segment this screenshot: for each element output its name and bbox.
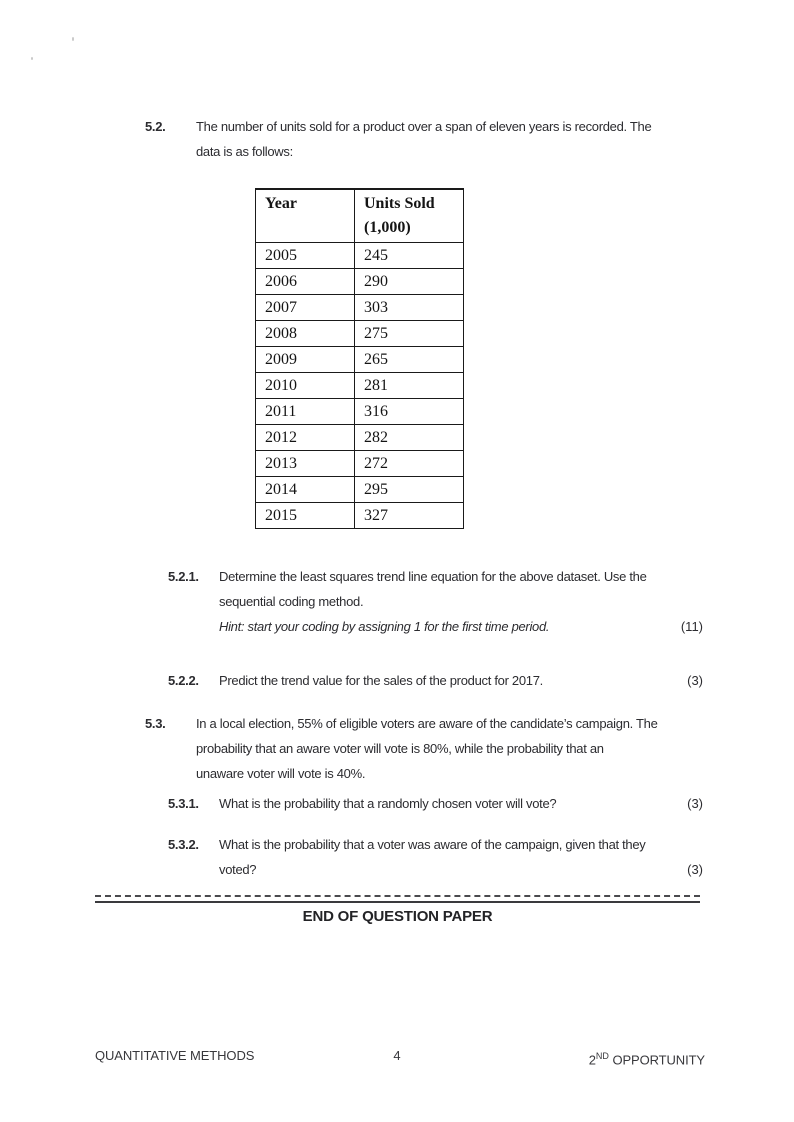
- page-footer: [0, 1046, 794, 1066]
- question-sentence: voted?: [219, 862, 257, 877]
- dashed-rule: [95, 895, 700, 897]
- question-5-2-1: [168, 564, 703, 639]
- text-line: What is the probability that a voter was aware of the campaign, given that they: [219, 837, 646, 852]
- question-sentence: Predict the trend value for the sales of the product for 2017.: [219, 673, 543, 688]
- units-sold-cell: 327: [355, 503, 464, 529]
- table-header: [256, 189, 464, 243]
- question-text: [219, 791, 703, 816]
- question-number: 5.2.: [145, 119, 166, 134]
- question-text: [219, 564, 703, 639]
- question-text: [196, 114, 703, 164]
- question-text: [219, 668, 703, 693]
- question-number: 5.2.2.: [168, 673, 199, 688]
- table-row: [256, 243, 464, 269]
- table-row: [256, 503, 464, 529]
- units-sold-cell: 316: [355, 399, 464, 425]
- text-line: sequential coding method.: [219, 594, 364, 609]
- table-header-row: [256, 189, 464, 243]
- year-cell: 2007: [256, 295, 355, 321]
- page-content: [145, 114, 703, 929]
- table-row: [256, 425, 464, 451]
- text-line: In a local election, 55% of eligible voters are aware of the candidate’s campaign. The: [196, 716, 658, 731]
- year-cell: 2013: [256, 451, 355, 477]
- header-label: Year: [265, 195, 297, 212]
- question-number: 5.3.1.: [168, 796, 199, 811]
- table-row: [256, 295, 464, 321]
- text-line: [219, 791, 703, 816]
- year-cell: 2012: [256, 425, 355, 451]
- question-5-3-2: [168, 832, 703, 882]
- text-line: [219, 857, 703, 882]
- footer-opportunity-number: 2: [588, 1052, 596, 1068]
- year-cell: 2006: [256, 269, 355, 295]
- hint-text: Hint: start your coding by assigning 1 for the first time period.: [219, 619, 550, 634]
- year-cell: 2015: [256, 503, 355, 529]
- question-number: 5.2.1.: [168, 569, 199, 584]
- text-line: [219, 668, 703, 693]
- marks-badge: (3): [687, 862, 703, 877]
- question-sentence: What is the probability that a randomly chosen voter will vote?: [219, 796, 557, 811]
- question-5-2: [145, 114, 703, 164]
- question-number: 5.3.2.: [168, 837, 199, 852]
- end-of-paper-title: END OF QUESTION PAPER: [302, 908, 493, 925]
- year-cell: 2011: [256, 399, 355, 425]
- text-line: The number of units sold for a product over a span of eleven years is recorded. The: [196, 119, 652, 134]
- year-cell: 2010: [256, 373, 355, 399]
- question-5-2-2: [168, 668, 703, 693]
- units-sold-cell: 272: [355, 451, 464, 477]
- year-cell: 2014: [256, 477, 355, 503]
- scan-speck: [31, 57, 33, 60]
- units-sold-table: [255, 188, 464, 529]
- year-cell: 2008: [256, 321, 355, 347]
- header-label: Units Sold: [364, 195, 435, 212]
- question-text: [219, 832, 703, 882]
- year-cell: 2009: [256, 347, 355, 373]
- marks-badge: (3): [687, 673, 703, 688]
- units-sold-cell: 290: [355, 269, 464, 295]
- units-sold-cell: 303: [355, 295, 464, 321]
- table-row: [256, 399, 464, 425]
- table-row: [256, 269, 464, 295]
- table-row: [256, 477, 464, 503]
- header-label: (1,000): [364, 219, 411, 236]
- hint-line: [219, 614, 703, 639]
- units-sold-column-header: [355, 189, 464, 243]
- units-sold-cell: 281: [355, 373, 464, 399]
- solid-rule: [95, 901, 700, 903]
- question-number: 5.3.: [145, 716, 166, 731]
- marks-badge: (11): [680, 619, 703, 634]
- text-line: Determine the least squares trend line equation for the above dataset. Use the: [219, 569, 647, 584]
- text-line: probability that an aware voter will vote is 80%, while the probability that an: [196, 741, 604, 756]
- footer-page-number: 4: [393, 1048, 401, 1063]
- marks-badge: (3): [687, 796, 703, 811]
- footer-ordinal-suffix: ND: [595, 1051, 609, 1061]
- text-line: unaware voter will vote is 40%.: [196, 766, 366, 781]
- year-cell: 2005: [256, 243, 355, 269]
- text-line: data is as follows:: [196, 144, 293, 159]
- table-row: [256, 321, 464, 347]
- table-row: [256, 347, 464, 373]
- table-row: [256, 373, 464, 399]
- units-sold-table-tbody: [256, 243, 464, 529]
- units-sold-cell: 275: [355, 321, 464, 347]
- units-sold-cell: 245: [355, 243, 464, 269]
- table-row: [256, 451, 464, 477]
- question-5-3: [145, 711, 703, 786]
- footer-course-title: QUANTITATIVE METHODS: [95, 1048, 255, 1063]
- question-5-3-1: [168, 791, 703, 816]
- units-sold-cell: 295: [355, 477, 464, 503]
- scan-speck: [72, 37, 74, 41]
- units-sold-cell: 282: [355, 425, 464, 451]
- year-column-header: [256, 189, 355, 243]
- question-text: [196, 711, 703, 786]
- units-sold-cell: 265: [355, 347, 464, 373]
- footer-opportunity-label: [589, 1046, 705, 1070]
- end-separator: [95, 895, 700, 903]
- footer-opportunity-word: OPPORTUNITY: [612, 1052, 705, 1068]
